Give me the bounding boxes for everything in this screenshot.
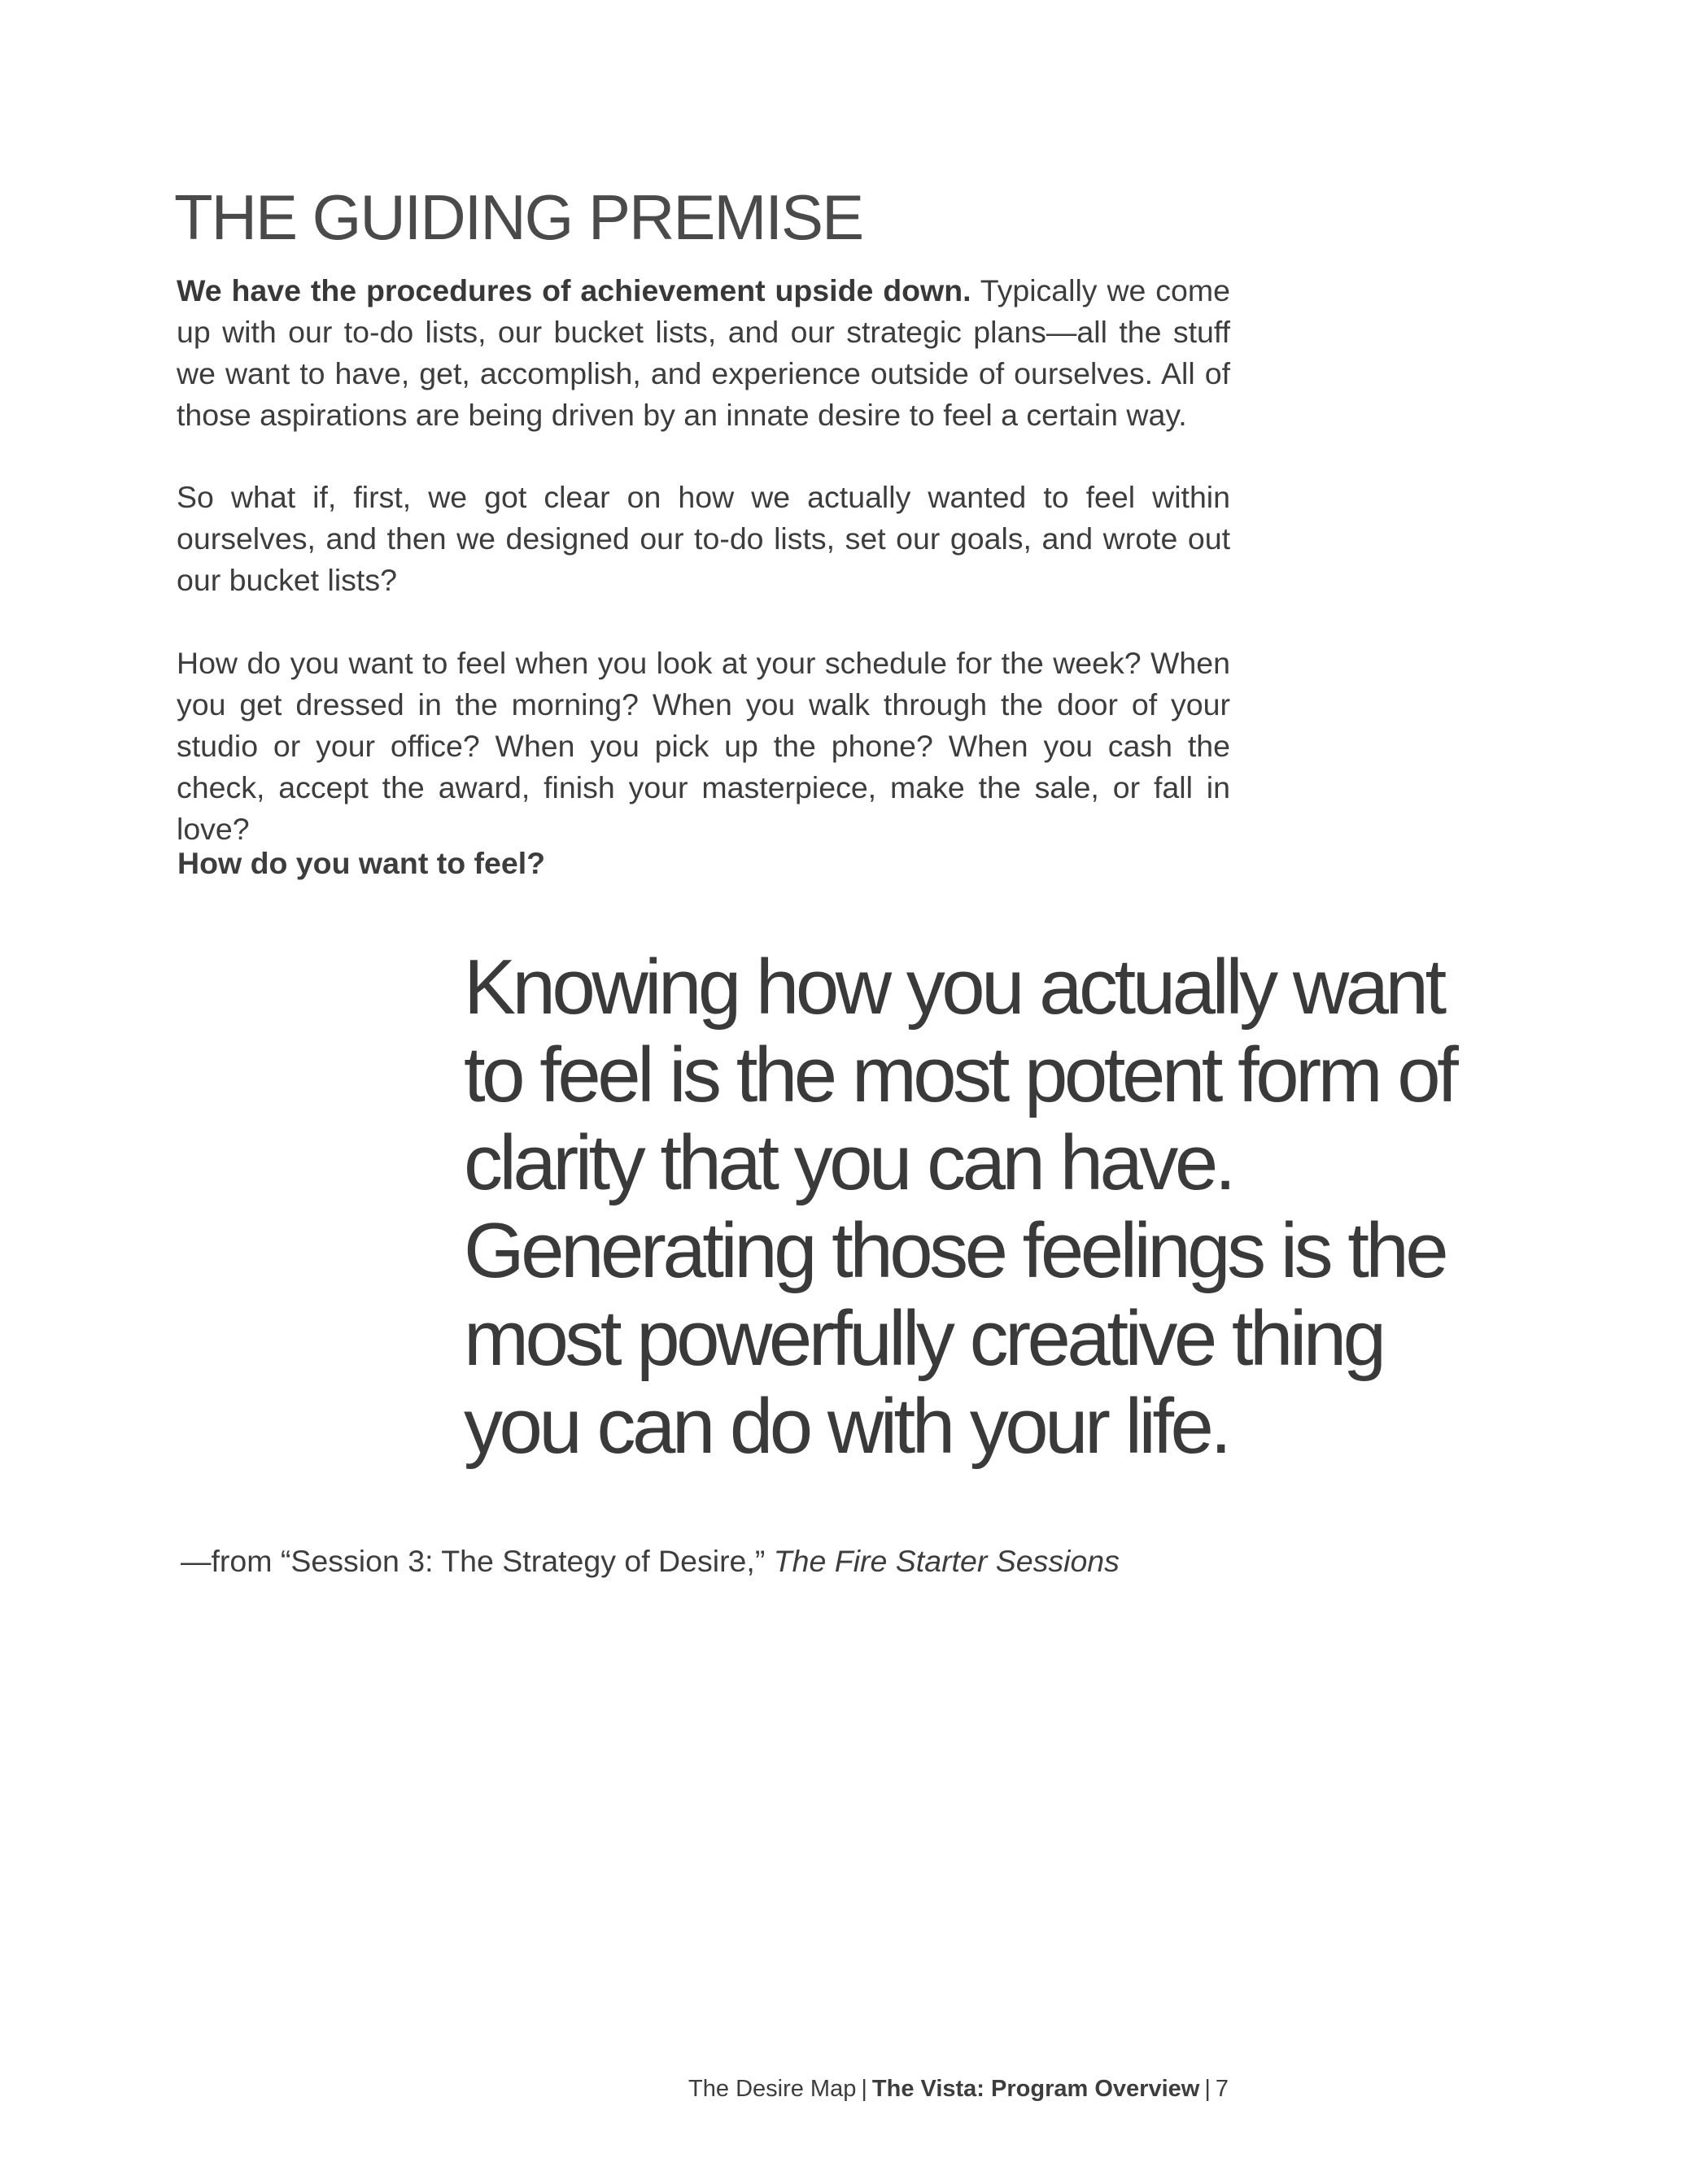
footer-section-title: The Vista: Program Overview — [871, 2076, 1200, 2102]
paragraph-3: How do you want to feel when you look at your schedule for the week? When you get dressed in the morning? When you walk through the door of your studio or your office? When you pick up the phone? When you cash the check, accept the award, finish your masterpiece, make the sale, or fall in love? — [177, 646, 1230, 846]
attribution-prefix: —from “Session 3: The Strategy of Desire,” — [181, 1544, 774, 1578]
footer-divider: | — [861, 2076, 867, 2102]
page-number: 7 — [1215, 2076, 1229, 2102]
attribution-source: The Fire Starter Sessions — [773, 1544, 1120, 1578]
page-heading: THE GUIDING PREMISE — [174, 181, 863, 253]
question-heading: How do you want to feel? — [177, 846, 546, 880]
paragraph-1-text: Typically we come up with our to-do lists, our bucket lists, and our strategic plans—all the stuff we want to have, get, accomplish, and experience outside of ourselves. All of those aspirations are being driven by an innate desire to feel a certain way. — [177, 273, 1230, 432]
paragraph-1-lead: We have the procedures of achievement upside down. — [177, 273, 971, 307]
paragraph-1 — [177, 270, 1230, 436]
page-footer — [0, 2076, 1229, 2103]
pull-quote: Knowing how you actually want to feel is the most potent form of clarity that you can have. Generating those feelings is the most powerfully creative thing you can do with your life. — [464, 944, 1456, 1470]
quote-attribution — [181, 1544, 1120, 1579]
paragraph-2: So what if, first, we got clear on how we actually wanted to feel within ourselves, and then we designed our to-do lists, set our goals, and wrote out our bucket lists? — [177, 480, 1230, 597]
footer-divider: | — [1204, 2076, 1211, 2102]
footer-book-title: The Desire Map — [688, 2076, 857, 2102]
